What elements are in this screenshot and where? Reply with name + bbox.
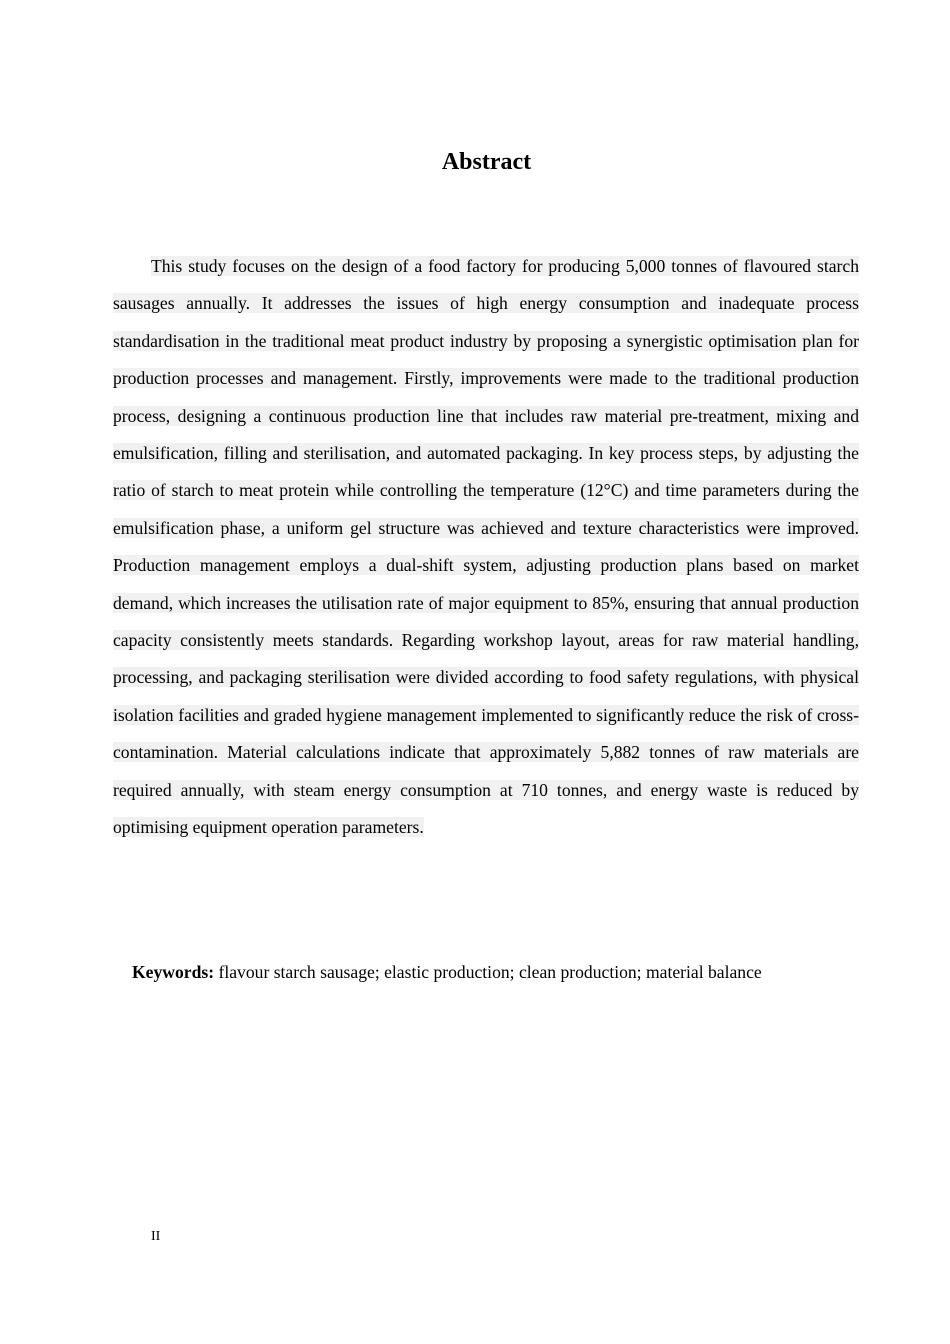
keywords-text: flavour starch sausage; elastic production; clean production; material balance [214, 962, 762, 982]
abstract-paragraph [113, 248, 859, 847]
page-number: II [151, 1229, 161, 1244]
abstract-title: Abstract [441, 149, 532, 175]
keywords-label: Keywords: [132, 962, 215, 982]
keywords-line [132, 956, 872, 988]
abstract-text: This study focuses on the design of a food factory for producing 5,000 tonnes of flavoured starch sausages annually. It addresses the issues of high energy consumption and inadequate process standardisation in the traditional meat product industry by proposing a synergistic optimisation plan for production processes and management. Firstly, improvements were made to the traditional production process, designing a continuous production line that includes raw material pre-treatment, mixing and emulsification, filling and sterilisation, and automated packaging. In key process steps, by adjusting the ratio of starch to meat protein while controlling the temperature (12°C) and time parameters during the emulsification phase, a uniform gel structure was achieved and texture characteristics were improved. Production management employs a dual-shift system, adjusting production plans based on market demand, which increases the utilisation rate of major equipment to 85%, ensuring that annual production capacity consistently meets standards. Regarding workshop layout, areas for raw material handling, processing, and packaging sterilisation were divided according to food safety regulations, with physical isolation facilities and graded hygiene management implemented to significantly reduce the risk of cross-contamination. Material calculations indicate that approximately 5,882 tonnes of raw materials are required annually, with steam energy consumption at 710 tonnes, and energy waste is reduced by optimising equipment operation parameters. [113, 256, 859, 838]
